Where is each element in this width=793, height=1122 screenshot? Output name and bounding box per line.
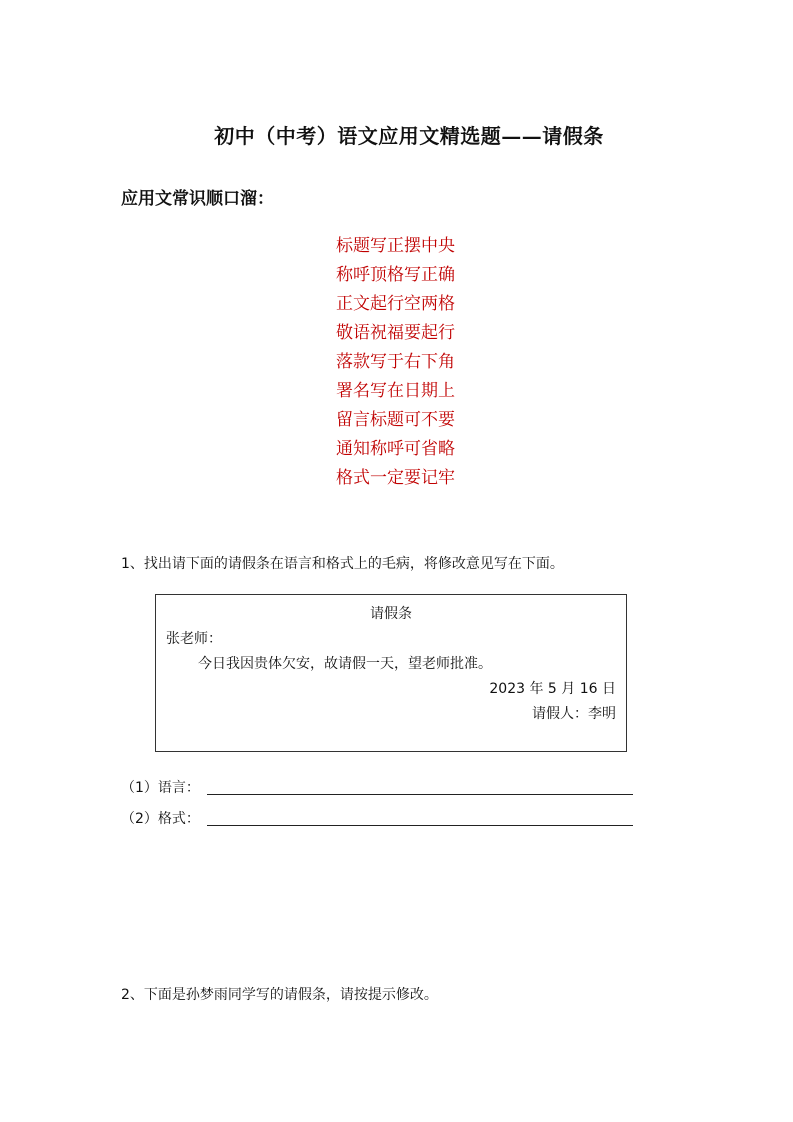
rhyme-line: 称呼顶格写正确: [336, 265, 455, 285]
answer-blank-line[interactable]: [207, 793, 633, 795]
question-2: 2、下面是孙梦雨同学写的请假条，请按提示修改。: [121, 987, 438, 1003]
rhyme-line: 正文起行空两格: [336, 294, 455, 314]
leave-note-box: [155, 594, 627, 752]
rhyme-line: 通知称呼可省略: [336, 439, 455, 459]
rhyme-line: 署名写在日期上: [336, 381, 455, 401]
rhyme-line: 落款写于右下角: [336, 352, 455, 372]
question-1: 1、找出请下面的请假条在语言和格式上的毛病，将修改意见写在下面。: [121, 556, 564, 572]
answer-label: （1）语言：: [121, 780, 200, 796]
rhyme-line: 留言标题可不要: [336, 410, 455, 430]
answer-row-format: [121, 806, 633, 828]
rhyme-list: [336, 232, 496, 493]
answer-row-language: [121, 775, 633, 797]
section-heading: 应用文常识顺口溜：: [121, 189, 274, 209]
answer-label: （2）格式：: [121, 811, 200, 827]
rhyme-line: 标题写正摆中央: [336, 236, 455, 256]
page-title: 初中（中考）语文应用文精选题——请假条: [214, 124, 604, 148]
rhyme-line: 敬语祝福要起行: [336, 323, 455, 343]
note-signature: 请假人：李明: [532, 706, 616, 722]
note-body: 今日我因贵体欠安，故请假一天，望老师批准。: [198, 656, 492, 672]
answer-blank-line[interactable]: [207, 824, 633, 826]
note-title: 请假条: [370, 606, 412, 622]
note-salutation: 张老师：: [166, 631, 222, 647]
rhyme-line: 格式一定要记牢: [336, 468, 455, 488]
note-date: 2023 年 5 月 16 日: [489, 681, 616, 697]
